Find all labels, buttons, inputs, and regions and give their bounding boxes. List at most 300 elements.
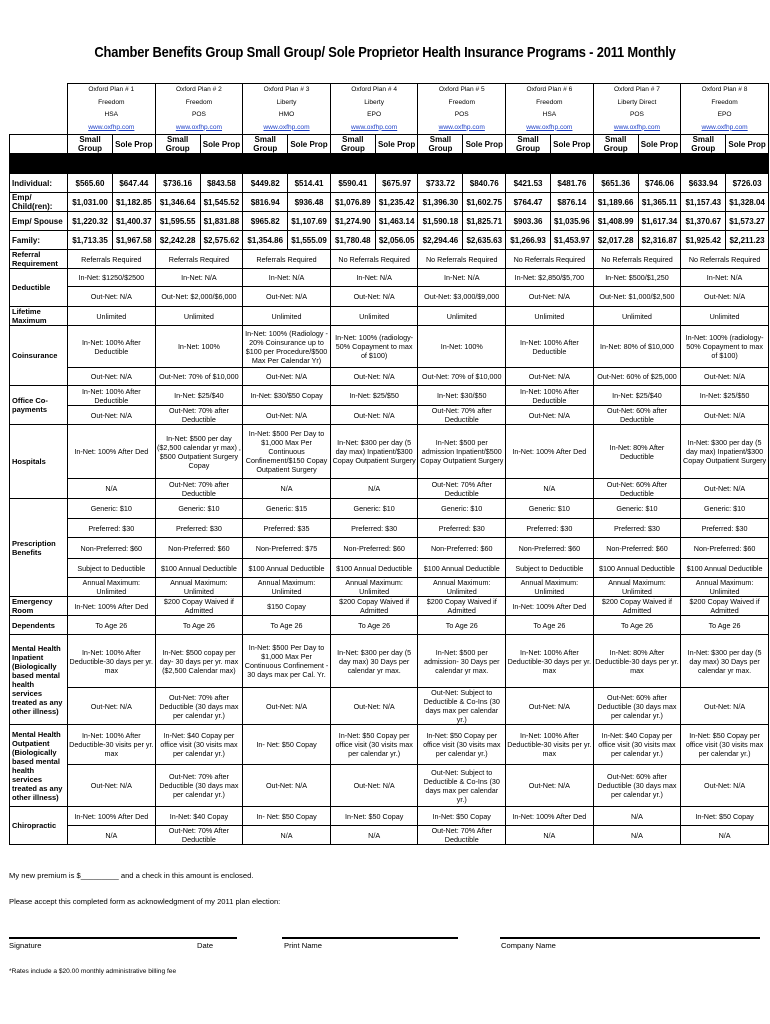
rate-value: $936.48 bbox=[288, 193, 331, 212]
chiropractic-outnet: N/A bbox=[330, 826, 418, 845]
mh-outpatient-innet: In-Net: $40 Copay per office visit (30 visits max per calendar yr.) bbox=[155, 725, 243, 765]
dependents-value: To Age 26 bbox=[593, 616, 681, 635]
dependents-value: To Age 26 bbox=[243, 616, 331, 635]
rate-value: $726.03 bbox=[726, 174, 769, 193]
deductible-outnet: Out-Net: N/A bbox=[243, 287, 331, 307]
mh-inpatient-outnet: Out-Net: N/A bbox=[506, 688, 594, 725]
rx-preferred: Preferred: $35 bbox=[243, 519, 331, 538]
coinsurance-outnet: Out-Net: 70% of $10,000 bbox=[418, 368, 506, 386]
hospitals-innet: In-Net: $300 per day (5 day max) Inpatient/$300 Copay Outpatient Surgery bbox=[681, 425, 769, 479]
rate-value: $1,590.18 bbox=[418, 212, 463, 231]
sole-prop-header: Sole Prop bbox=[288, 135, 331, 154]
chiropractic-innet: In-Net: 100% After Ded bbox=[506, 807, 594, 826]
rate-value: $1,400.37 bbox=[113, 212, 156, 231]
rate-value: $1,328.04 bbox=[726, 193, 769, 212]
mh-inpatient-outnet: Out-Net: N/A bbox=[330, 688, 418, 725]
mh-inpatient-innet: In-Net: $300 per day (5 day max) 30 Days per calendar yr max. bbox=[681, 635, 769, 688]
rate-value: $1,346.64 bbox=[155, 193, 200, 212]
chiropractic-innet: In-Net: $50 Copay bbox=[681, 807, 769, 826]
rate-value: $2,017.28 bbox=[593, 231, 638, 250]
deductible-innet: In-Net: N/A bbox=[155, 269, 243, 287]
mh-inpatient-innet: In-Net: 80% After Deductible-30 days per yr. max bbox=[593, 635, 681, 688]
referral-label: Referral Requirement bbox=[10, 250, 68, 269]
premium-statement: My new premium is $_________ and a check in this amount is enclosed. bbox=[9, 871, 254, 880]
rate-value: $1,235.42 bbox=[375, 193, 418, 212]
sole-prop-header: Sole Prop bbox=[638, 135, 681, 154]
coinsurance-innet: In-Net: 100% bbox=[155, 326, 243, 368]
coinsurance-innet: In-Net: 80% of $10,000 bbox=[593, 326, 681, 368]
header-spacer bbox=[10, 97, 68, 110]
rx-nonpref: Non-Preferred: $75 bbox=[243, 538, 331, 559]
deductible-innet: In-Net: $500/$1,250 bbox=[593, 269, 681, 287]
rate-value: $1,595.55 bbox=[155, 212, 200, 231]
small-group-header: Small Group bbox=[243, 135, 288, 154]
rx-max: Annual Maximum: Unlimited bbox=[681, 578, 769, 597]
header-spacer bbox=[10, 84, 68, 97]
rate-value: $651.36 bbox=[593, 174, 638, 193]
chiropractic-outnet: Out-Net: 70% After Deductible bbox=[155, 826, 243, 845]
rate-value: $633.94 bbox=[681, 174, 726, 193]
mh-inpatient-outnet: Out-Net: 70% after Deductible (30 days max per calendar yr.) bbox=[155, 688, 243, 725]
chiropractic-innet: N/A bbox=[593, 807, 681, 826]
emergency-room-value: In-Net: 100% After Ded bbox=[68, 597, 156, 616]
rate-value: $421.53 bbox=[506, 174, 551, 193]
rx-preferred: Preferred: $30 bbox=[155, 519, 243, 538]
deductible-innet: In-Net: N/A bbox=[418, 269, 506, 287]
rate-value: $1,274.90 bbox=[330, 212, 375, 231]
mh-inpatient-outnet: Out-Net: N/A bbox=[243, 688, 331, 725]
separator-bar bbox=[10, 154, 769, 174]
rx-ded: $100 Annual Deductible bbox=[330, 559, 418, 578]
rate-value: $816.94 bbox=[243, 193, 288, 212]
plan-name: Oxford Plan # 4 bbox=[330, 84, 418, 97]
office-copay-outnet: Out-Net: 70% after Deductible bbox=[155, 406, 243, 425]
rate-value: $449.82 bbox=[243, 174, 288, 193]
mh-inpatient-innet: In-Net: 100% After Deductible-30 days per yr. max bbox=[506, 635, 594, 688]
plan-url[interactable]: www.oxfhp.com bbox=[681, 122, 769, 135]
rate-value: $1,408.99 bbox=[593, 212, 638, 231]
small-group-header: Small Group bbox=[418, 135, 463, 154]
deductible-label: Deductible bbox=[10, 269, 68, 307]
rx-max: Annual Maximum: Unlimited bbox=[418, 578, 506, 597]
referral-value: No Referrals Required bbox=[506, 250, 594, 269]
lifetime-max-value: Unlimited bbox=[68, 307, 156, 326]
rate-value: $1,573.27 bbox=[726, 212, 769, 231]
rate-value: $1,107.69 bbox=[288, 212, 331, 231]
mh-inpatient-outnet: Out-Net: N/A bbox=[681, 688, 769, 725]
company-name-line[interactable] bbox=[500, 937, 760, 939]
rate-value: $1,602.75 bbox=[463, 193, 506, 212]
rx-preferred: Preferred: $30 bbox=[330, 519, 418, 538]
mh-outpatient-innet: In- Net: $50 Copay bbox=[243, 725, 331, 765]
rate-value: $1,453.97 bbox=[551, 231, 594, 250]
referral-value: No Referrals Required bbox=[330, 250, 418, 269]
sole-prop-header: Sole Prop bbox=[726, 135, 769, 154]
coinsurance-outnet: Out-Net: 70% of $10,000 bbox=[155, 368, 243, 386]
mh-outpatient-outnet: Out-Net: 60% after Deductible (30 days max per calendar yr.) bbox=[593, 765, 681, 807]
plan-network: Freedom bbox=[681, 97, 769, 110]
sole-prop-header: Sole Prop bbox=[551, 135, 594, 154]
plan-url[interactable]: www.oxfhp.com bbox=[243, 122, 331, 135]
hospitals-innet: In-Net: 80% After Deductible bbox=[593, 425, 681, 479]
hospitals-innet: In-Net: $500 per admission Inpatient/$500 Copay Outpatient Surgery bbox=[418, 425, 506, 479]
emergency-room-value: $200 Copay Waived if Admitted bbox=[418, 597, 506, 616]
office-copay-outnet: Out-Net: N/A bbox=[68, 406, 156, 425]
hospitals-innet: In-Net: 100% After Ded bbox=[68, 425, 156, 479]
sole-prop-header: Sole Prop bbox=[113, 135, 156, 154]
plan-url[interactable]: www.oxfhp.com bbox=[330, 122, 418, 135]
coinsurance-outnet: Out-Net: N/A bbox=[681, 368, 769, 386]
rate-value: $1,780.48 bbox=[330, 231, 375, 250]
deductible-outnet: Out-Net: $1,000/$2,500 bbox=[593, 287, 681, 307]
signature-label: Signature bbox=[9, 941, 42, 950]
rate-value: $1,157.43 bbox=[681, 193, 726, 212]
mh-outpatient-innet: In-Net: $50 Copay per office visit (30 visits max per calendar yr.) bbox=[418, 725, 506, 765]
plan-name: Oxford Plan # 8 bbox=[681, 84, 769, 97]
rate-value: $1,967.58 bbox=[113, 231, 156, 250]
rx-ded: $100 Annual Deductible bbox=[593, 559, 681, 578]
rate-value: $1,831.88 bbox=[200, 212, 243, 231]
rate-value: $764.47 bbox=[506, 193, 551, 212]
plan-url[interactable]: www.oxfhp.com bbox=[155, 122, 243, 135]
rate-value: $736.16 bbox=[155, 174, 200, 193]
plan-name: Oxford Plan # 6 bbox=[506, 84, 594, 97]
dependents-value: To Age 26 bbox=[155, 616, 243, 635]
rx-nonpref: Non-Preferred: $60 bbox=[506, 538, 594, 559]
small-group-header: Small Group bbox=[593, 135, 638, 154]
dependents-value: To Age 26 bbox=[506, 616, 594, 635]
rx-generic: Generic: $10 bbox=[593, 499, 681, 519]
rx-label: Prescription Benefits bbox=[10, 499, 68, 597]
rx-generic: Generic: $10 bbox=[418, 499, 506, 519]
lifetime-max-value: Unlimited bbox=[243, 307, 331, 326]
rate-value: $876.14 bbox=[551, 193, 594, 212]
plan-name: Oxford Plan # 1 bbox=[68, 84, 156, 97]
plan-type: HMO bbox=[243, 109, 331, 122]
rate-value: $1,354.86 bbox=[243, 231, 288, 250]
plan-url[interactable]: www.oxfhp.com bbox=[593, 122, 681, 135]
chiropractic-outnet: N/A bbox=[506, 826, 594, 845]
mh-outpatient-outnet: Out-Net: N/A bbox=[506, 765, 594, 807]
plan-network: Freedom bbox=[418, 97, 506, 110]
office-copay-outnet: Out-Net: N/A bbox=[330, 406, 418, 425]
sole-prop-header: Sole Prop bbox=[463, 135, 506, 154]
lifetime-max-value: Unlimited bbox=[418, 307, 506, 326]
coinsurance-innet: In-Net: 100% After Deductible bbox=[506, 326, 594, 368]
rx-ded: Subject to Deductible bbox=[68, 559, 156, 578]
rx-generic: Generic: $10 bbox=[68, 499, 156, 519]
mh-inpatient-innet: In-Net: $500 copay per day- 30 days per yr. max ($2,500 Calendar max) bbox=[155, 635, 243, 688]
office-copay-outnet: Out-Net: N/A bbox=[243, 406, 331, 425]
small-group-header: Small Group bbox=[68, 135, 113, 154]
hospitals-outnet: N/A bbox=[506, 479, 594, 499]
rate-value: $1,825.71 bbox=[463, 212, 506, 231]
rx-preferred: Preferred: $30 bbox=[68, 519, 156, 538]
deductible-outnet: Out-Net: N/A bbox=[330, 287, 418, 307]
mh-inpatient-outnet: Out-Net: 60% after Deductible (30 days max per calendar yr.) bbox=[593, 688, 681, 725]
rate-value: $1,266.93 bbox=[506, 231, 551, 250]
rx-nonpref: Non-Preferred: $60 bbox=[593, 538, 681, 559]
dependents-value: To Age 26 bbox=[418, 616, 506, 635]
dependents-value: To Age 26 bbox=[68, 616, 156, 635]
rate-value: $1,396.30 bbox=[418, 193, 463, 212]
plan-type: POS bbox=[593, 109, 681, 122]
rx-preferred: Preferred: $30 bbox=[593, 519, 681, 538]
plan-name: Oxford Plan # 7 bbox=[593, 84, 681, 97]
emergency-room-value: In-Net: 100% After Ded bbox=[506, 597, 594, 616]
chiropractic-innet: In- Net: $50 Copay bbox=[243, 807, 331, 826]
rx-ded: $100 Annual Deductible bbox=[681, 559, 769, 578]
benefits-table bbox=[9, 83, 769, 845]
plan-url[interactable]: www.oxfhp.com bbox=[506, 122, 594, 135]
plan-name: Oxford Plan # 3 bbox=[243, 84, 331, 97]
emergency-room-value: $150 Copay bbox=[243, 597, 331, 616]
plan-network: Liberty bbox=[243, 97, 331, 110]
rx-nonpref: Non-Preferred: $60 bbox=[68, 538, 156, 559]
referral-value: Referrals Required bbox=[243, 250, 331, 269]
rx-nonpref: Non-Preferred: $60 bbox=[330, 538, 418, 559]
group-spacer bbox=[10, 135, 68, 154]
rate-value: $1,076.89 bbox=[330, 193, 375, 212]
mh-inpatient-innet: In-Net: 100% After Deductible-30 days per yr. max bbox=[68, 635, 156, 688]
office-copay-innet: In-Net: $30/$50 bbox=[418, 386, 506, 406]
mh-outpatient-outnet: Out-Net: Subject to Deductible & Co-Ins (30 days max per calendar yr.) bbox=[418, 765, 506, 807]
plan-type: POS bbox=[418, 109, 506, 122]
hospitals-innet: In-Net: 100% After Ded bbox=[506, 425, 594, 479]
rate-value: $1,189.66 bbox=[593, 193, 638, 212]
rate-value: $565.60 bbox=[68, 174, 113, 193]
header-spacer bbox=[10, 122, 68, 135]
rate-value: $2,316.87 bbox=[638, 231, 681, 250]
lifetime-max-value: Unlimited bbox=[155, 307, 243, 326]
referral-value: No Referrals Required bbox=[418, 250, 506, 269]
mh-inpatient-outnet: Out-Net: Subject to Deductible & Co-Ins (30 days max per calendar yr.) bbox=[418, 688, 506, 725]
office-copay-innet: In-Net: 100% After Deductible bbox=[68, 386, 156, 406]
plan-name: Oxford Plan # 5 bbox=[418, 84, 506, 97]
rx-ded: Subject to Deductible bbox=[506, 559, 594, 578]
mh-outpatient-innet: In-Net: $50 Copay per office visit (30 visits max per calendar yr.) bbox=[330, 725, 418, 765]
dependents-label: Dependents bbox=[10, 616, 68, 635]
sole-prop-header: Sole Prop bbox=[200, 135, 243, 154]
mh-outpatient-outnet: Out-Net: N/A bbox=[68, 765, 156, 807]
mh-inpatient-innet: In-Net: $500 Per Day to $1,000 Max Per Continuous Confinement - 30 days max per Cal. Yr. bbox=[243, 635, 331, 688]
chiropractic-outnet: N/A bbox=[243, 826, 331, 845]
plan-type: HSA bbox=[506, 109, 594, 122]
deductible-innet: In-Net: N/A bbox=[243, 269, 331, 287]
rate-tier-label: Emp/ Child(ren): bbox=[10, 193, 68, 212]
print-name-line[interactable] bbox=[282, 937, 458, 939]
emergency-room-label: Emergency Room bbox=[10, 597, 68, 616]
rx-nonpref: Non-Preferred: $60 bbox=[155, 538, 243, 559]
coinsurance-outnet: Out-Net: N/A bbox=[68, 368, 156, 386]
acknowledgment-text: Please accept this completed form as acknowledgment of my 2011 plan election: bbox=[9, 897, 281, 906]
chiropractic-innet: In-Net: $50 Copay bbox=[330, 807, 418, 826]
rate-value: $1,545.52 bbox=[200, 193, 243, 212]
plan-type: POS bbox=[155, 109, 243, 122]
rate-value: $2,242.28 bbox=[155, 231, 200, 250]
hospitals-label: Hospitals bbox=[10, 425, 68, 499]
rate-value: $590.41 bbox=[330, 174, 375, 193]
rx-max: Annual Maximum: Unlimited bbox=[155, 578, 243, 597]
deductible-outnet: Out-Net: N/A bbox=[68, 287, 156, 307]
hospitals-innet: In-Net: $500 per day ($2,500 calendar yr max) , $500 Outpatient Surgery Copay bbox=[155, 425, 243, 479]
rx-generic: Generic: $10 bbox=[330, 499, 418, 519]
coinsurance-innet: In-Net: 100% (radiology- 50% Copayment to max of $100) bbox=[681, 326, 769, 368]
hospitals-outnet: Out-Net: 60% After Deductible bbox=[593, 479, 681, 499]
coinsurance-outnet: Out-Net: 60% of $25,000 bbox=[593, 368, 681, 386]
rate-value: $1,713.35 bbox=[68, 231, 113, 250]
referral-value: No Referrals Required bbox=[593, 250, 681, 269]
rx-ded: $100 Annual Deductible bbox=[243, 559, 331, 578]
rate-value: $514.41 bbox=[288, 174, 331, 193]
chiropractic-innet: In-Net: $40 Copay bbox=[155, 807, 243, 826]
rate-value: $843.58 bbox=[200, 174, 243, 193]
rate-value: $1,365.11 bbox=[638, 193, 681, 212]
hospitals-outnet: N/A bbox=[243, 479, 331, 499]
referral-value: Referrals Required bbox=[155, 250, 243, 269]
office-copay-label: Office Co-payments bbox=[10, 386, 68, 425]
emergency-room-value: $200 Copay Waived if Admitted bbox=[330, 597, 418, 616]
plan-name: Oxford Plan # 2 bbox=[155, 84, 243, 97]
rate-value: $647.44 bbox=[113, 174, 156, 193]
office-copay-innet: In-Net: $25/$50 bbox=[330, 386, 418, 406]
emergency-room-value: $200 Copay Waived if Admitted bbox=[593, 597, 681, 616]
coinsurance-outnet: Out-Net: N/A bbox=[243, 368, 331, 386]
hospitals-outnet: Out-Net: 70% After Deductible bbox=[418, 479, 506, 499]
chiropractic-label: Chiropractic bbox=[10, 807, 68, 845]
lifetime-max-value: Unlimited bbox=[330, 307, 418, 326]
office-copay-innet: In-Net: $25/$40 bbox=[155, 386, 243, 406]
print-name-label: Print Name bbox=[284, 941, 322, 950]
rx-ded: $100 Annual Deductible bbox=[418, 559, 506, 578]
mh-inpatient-innet: In-Net: $500 per admission- 30 Days per calendar yr max. bbox=[418, 635, 506, 688]
office-copay-outnet: Out-Net: 60% after Deductible bbox=[593, 406, 681, 425]
rate-value: $481.76 bbox=[551, 174, 594, 193]
office-copay-innet: In-Net: $30/$50 Copay bbox=[243, 386, 331, 406]
deductible-outnet: Out-Net: $3,000/$9,000 bbox=[418, 287, 506, 307]
plan-url[interactable]: www.oxfhp.com bbox=[418, 122, 506, 135]
rx-max: Annual Maximum: Unlimited bbox=[593, 578, 681, 597]
rx-max: Annual Maximum: Unlimited bbox=[68, 578, 156, 597]
rx-max: Annual Maximum: Unlimited bbox=[330, 578, 418, 597]
small-group-header: Small Group bbox=[155, 135, 200, 154]
mh-inpatient-label: Mental Health Inpatient (Biologically based mental health services treated as any other illness) bbox=[10, 635, 68, 725]
rate-value: $746.06 bbox=[638, 174, 681, 193]
mh-outpatient-innet: In-Net: $50 Copay per office visit (30 visits max per calendar yr.) bbox=[681, 725, 769, 765]
rate-value: $2,211.23 bbox=[726, 231, 769, 250]
coinsurance-innet: In-Net: 100% bbox=[418, 326, 506, 368]
rate-tier-label: Emp/ Spouse bbox=[10, 212, 68, 231]
emergency-room-value: $200 Copay Waived if Admitted bbox=[155, 597, 243, 616]
plan-type: HSA bbox=[68, 109, 156, 122]
hospitals-outnet: N/A bbox=[330, 479, 418, 499]
coinsurance-innet: In-Net: 100% (radiology- 50% Copayment to max of $100) bbox=[330, 326, 418, 368]
deductible-outnet: Out-Net: $2,000/$6,000 bbox=[155, 287, 243, 307]
rate-value: $1,463.14 bbox=[375, 212, 418, 231]
rate-value: $2,635.63 bbox=[463, 231, 506, 250]
coinsurance-innet: In-Net: 100% After Deductible bbox=[68, 326, 156, 368]
mh-outpatient-outnet: Out-Net: 70% after Deductible (30 days max per calendar yr.) bbox=[155, 765, 243, 807]
hospitals-outnet: Out-Net: 70% after Deductible bbox=[155, 479, 243, 499]
lifetime-max-value: Unlimited bbox=[681, 307, 769, 326]
rate-value: $1,031.00 bbox=[68, 193, 113, 212]
emergency-room-value: $200 Copay Waived if Admitted bbox=[681, 597, 769, 616]
rx-nonpref: Non-Preferred: $60 bbox=[681, 538, 769, 559]
rate-value: $1,925.42 bbox=[681, 231, 726, 250]
plan-url[interactable]: www.oxfhp.com bbox=[68, 122, 156, 135]
plan-network: Liberty Direct bbox=[593, 97, 681, 110]
mh-outpatient-label: Mental Health Outpatient (Biologically based mental health services treated as any other illness) bbox=[10, 725, 68, 807]
rate-value: $1,220.32 bbox=[68, 212, 113, 231]
billing-fee-note: *Rates include a $20.00 monthly administrative billing fee bbox=[9, 968, 177, 975]
company-name-label: Company Name bbox=[501, 941, 556, 950]
rate-value: $903.36 bbox=[506, 212, 551, 231]
coinsurance-innet: In-Net: 100% (Radiology - 20% Coinsurance up to $100 per Procedure/$500 Max Per Calendar Yr) bbox=[243, 326, 331, 368]
rate-value: $2,294.46 bbox=[418, 231, 463, 250]
plan-type: EPO bbox=[681, 109, 769, 122]
chiropractic-outnet: N/A bbox=[593, 826, 681, 845]
rx-ded: $100 Annual Deductible bbox=[155, 559, 243, 578]
rate-value: $733.72 bbox=[418, 174, 463, 193]
rate-value: $1,617.34 bbox=[638, 212, 681, 231]
referral-value: No Referrals Required bbox=[681, 250, 769, 269]
rate-value: $1,370.67 bbox=[681, 212, 726, 231]
rx-generic: Generic: $10 bbox=[506, 499, 594, 519]
rx-preferred: Preferred: $30 bbox=[681, 519, 769, 538]
sole-prop-header: Sole Prop bbox=[375, 135, 418, 154]
rate-value: $2,056.05 bbox=[375, 231, 418, 250]
rate-value: $675.97 bbox=[375, 174, 418, 193]
dependents-value: To Age 26 bbox=[681, 616, 769, 635]
lifetime-max-value: Unlimited bbox=[506, 307, 594, 326]
chiropractic-outnet: N/A bbox=[68, 826, 156, 845]
plan-network: Liberty bbox=[330, 97, 418, 110]
rate-value: $2,575.62 bbox=[200, 231, 243, 250]
small-group-header: Small Group bbox=[506, 135, 551, 154]
office-copay-innet: In-Net: $25/$50 bbox=[681, 386, 769, 406]
referral-value: Referrals Required bbox=[68, 250, 156, 269]
hospitals-innet: In-Net: $500 Per Day to $1,000 Max Per Continuous Confinement/$150 Copay Outpatient Surgery bbox=[243, 425, 331, 479]
coinsurance-outnet: Out-Net: N/A bbox=[506, 368, 594, 386]
rx-preferred: Preferred: $30 bbox=[418, 519, 506, 538]
rx-generic: Generic: $10 bbox=[155, 499, 243, 519]
page-title: Chamber Benefits Group Small Group/ Sole Proprietor Health Insurance Programs - 2011 Monthly bbox=[94, 44, 676, 61]
rate-tier-label: Family: bbox=[10, 231, 68, 250]
chiropractic-innet: In-Net: $50 Copay bbox=[418, 807, 506, 826]
signature-line[interactable] bbox=[9, 937, 237, 939]
rate-value: $1,182.85 bbox=[113, 193, 156, 212]
mh-inpatient-innet: In-Net: $300 per day (5 day max) 30 Days per calendar yr max. bbox=[330, 635, 418, 688]
rx-generic: Generic: $10 bbox=[681, 499, 769, 519]
rate-value: $840.76 bbox=[463, 174, 506, 193]
plan-network: Freedom bbox=[155, 97, 243, 110]
deductible-innet: In-Net: $1250/$2500 bbox=[68, 269, 156, 287]
mh-outpatient-outnet: Out-Net: N/A bbox=[243, 765, 331, 807]
deductible-innet: In-Net: N/A bbox=[330, 269, 418, 287]
mh-outpatient-innet: In-Net: 100% After Deductible-30 visits per yr. max bbox=[68, 725, 156, 765]
rate-value: $1,035.96 bbox=[551, 212, 594, 231]
deductible-outnet: Out-Net: N/A bbox=[506, 287, 594, 307]
plan-network: Freedom bbox=[506, 97, 594, 110]
small-group-header: Small Group bbox=[681, 135, 726, 154]
deductible-innet: In-Net: $2,850/$5,700 bbox=[506, 269, 594, 287]
plan-type: EPO bbox=[330, 109, 418, 122]
header-spacer bbox=[10, 109, 68, 122]
rate-value: $1,555.09 bbox=[288, 231, 331, 250]
rx-max: Annual Maximum: Unlimited bbox=[243, 578, 331, 597]
rx-max: Annual Maximum: Unlimited bbox=[506, 578, 594, 597]
date-label: Date bbox=[197, 941, 214, 950]
